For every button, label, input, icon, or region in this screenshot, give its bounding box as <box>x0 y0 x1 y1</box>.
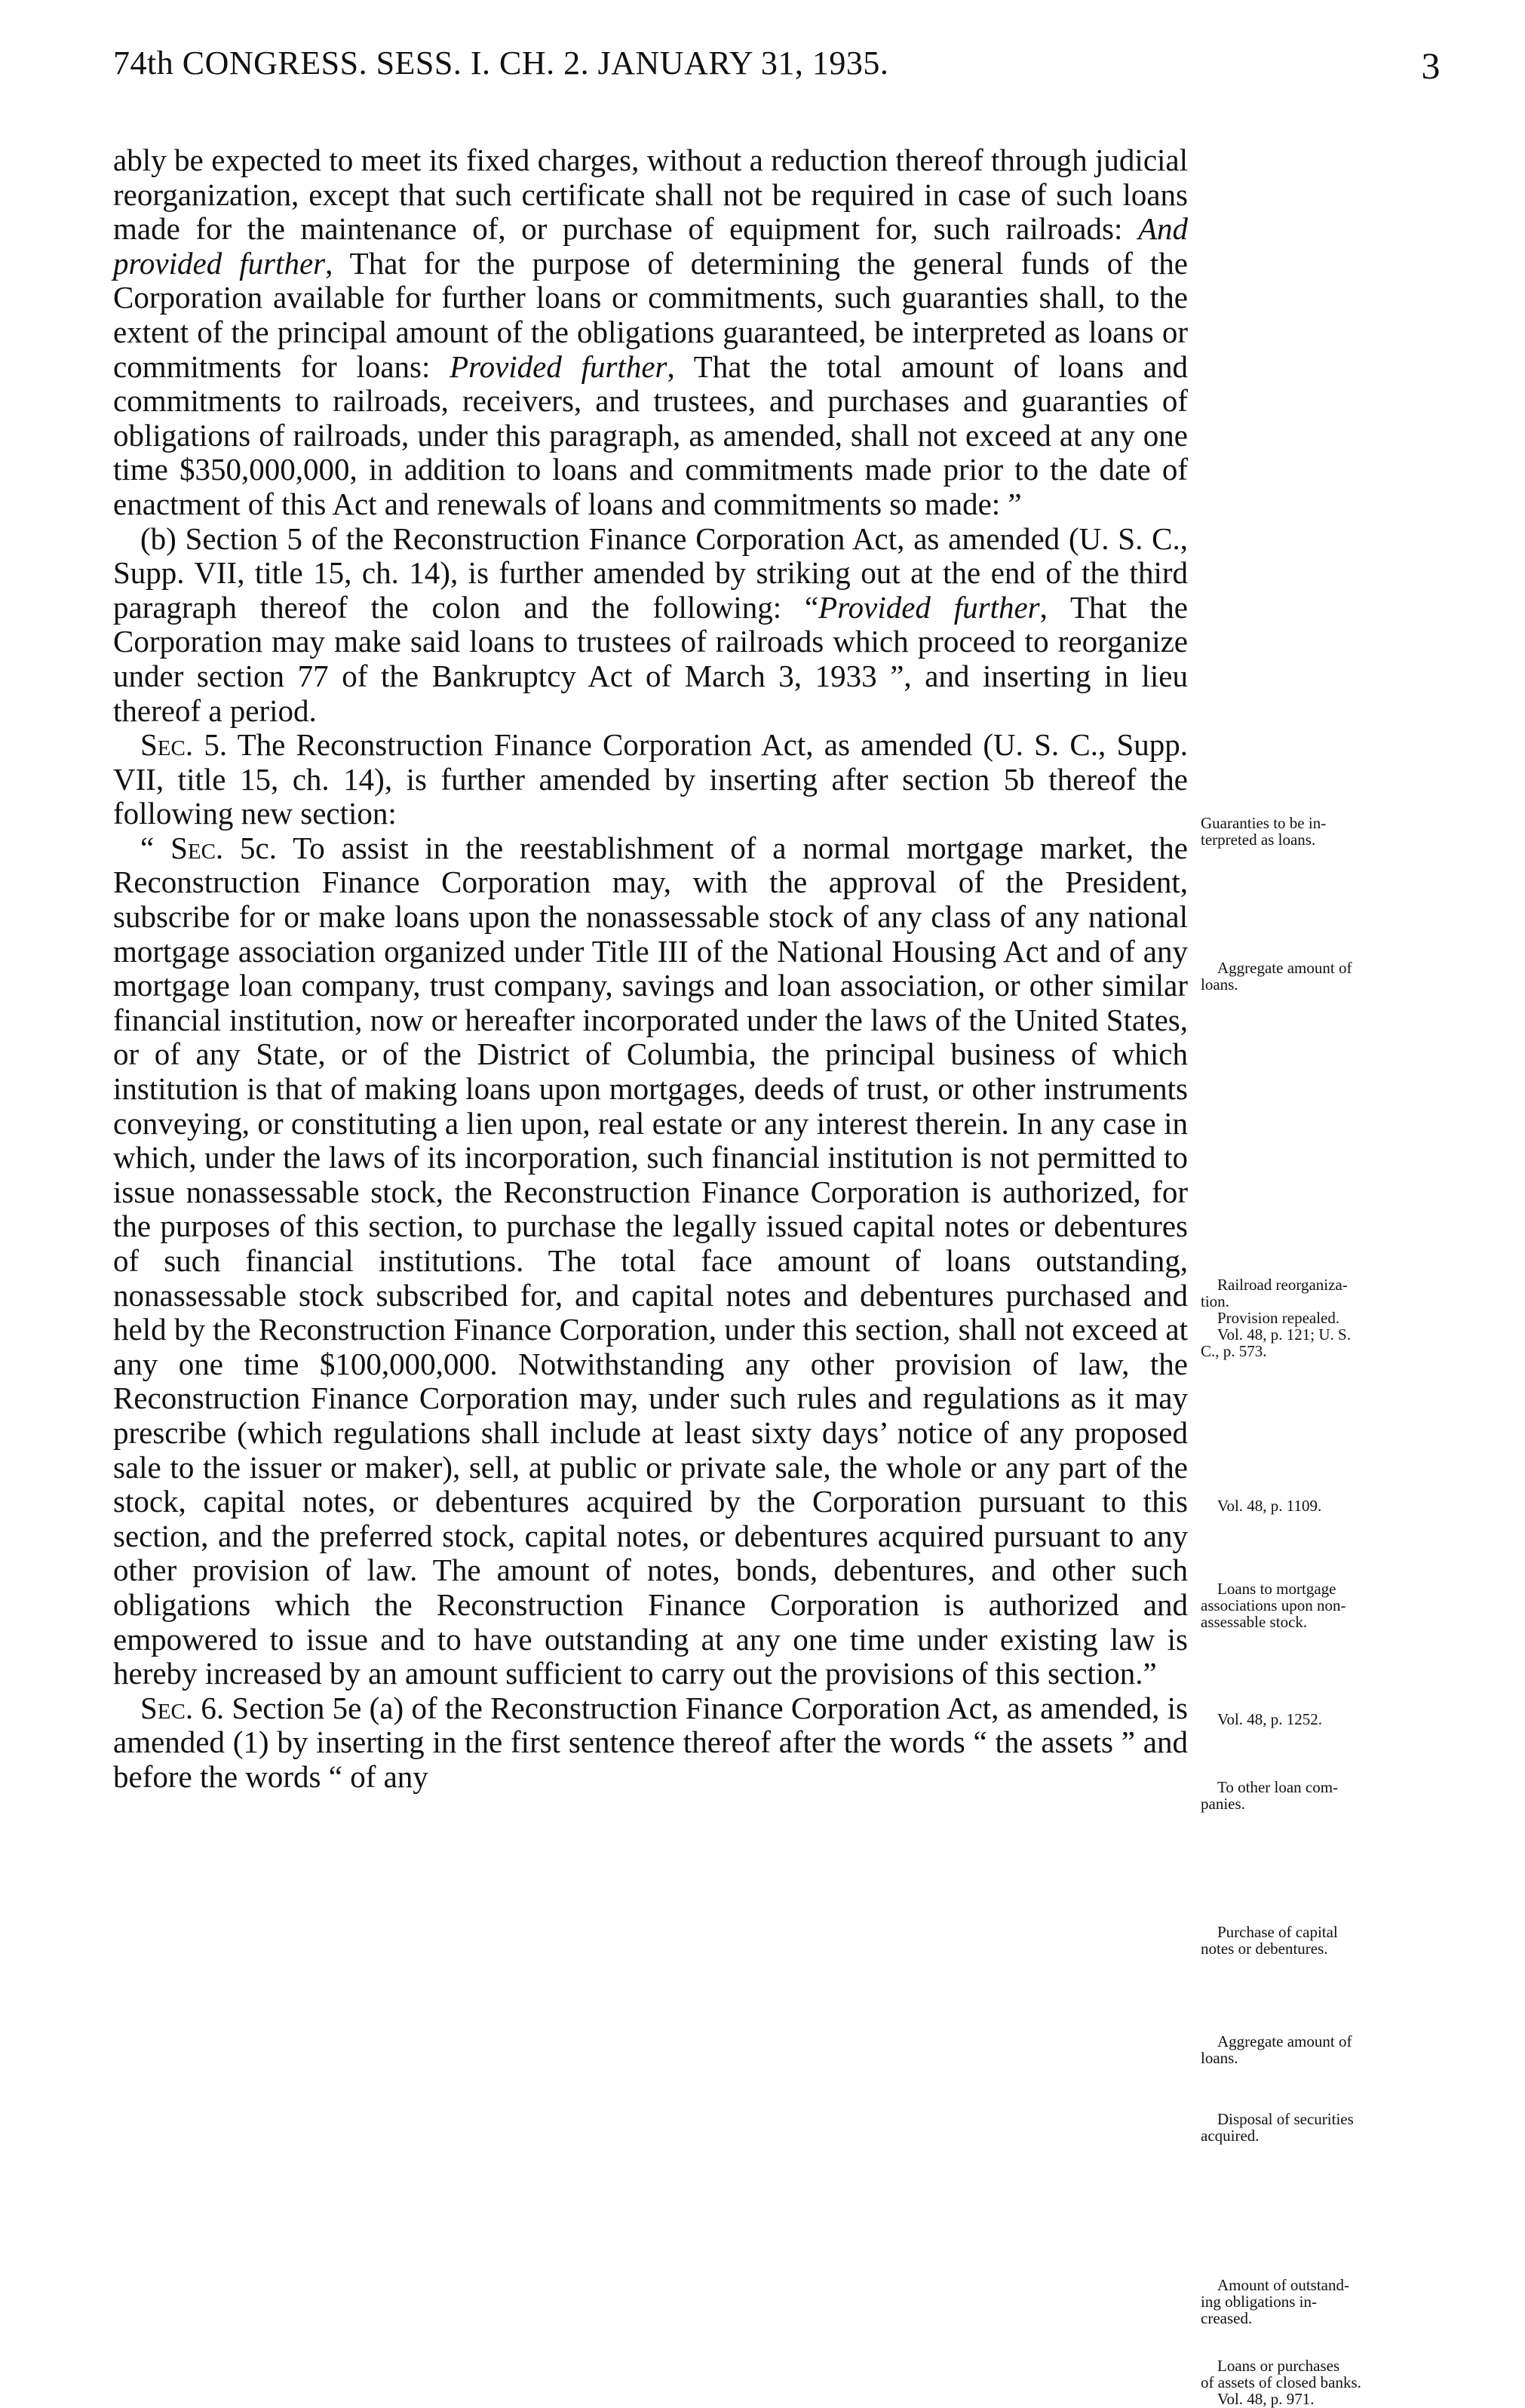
section-6 <box>113 1691 1188 1795</box>
margin-note <box>1201 1276 1450 1359</box>
margin-note-line: Aggregate amount of <box>1217 959 1352 977</box>
italic-proviso: Provided further <box>450 349 667 384</box>
margin-note-line: associations upon non- <box>1201 1596 1346 1614</box>
margin-note-line: Loans to mortgage <box>1217 1580 1336 1598</box>
margin-note-line: creased. <box>1201 2309 1253 2327</box>
text-run: 5c. To assist in the reestablishment of a normal mortgage market, the Reconstruction Finance Corporation may, with the approval of the President, subscribe for or make loans upon the nonassessable stock of any class of any national mortgage association organized under Title III of the National Housing Act and of any mortgage loan company, trust company, savings and loan association, or other similar financial institution, now or hereafter incorporated under the laws of the United States, or of any State, or of the District of Columbia, the principal business of which institution is that of making loans upon mortgages, deeds of trust, or other instruments conveying, or constituting a lien upon, real estate or any interest therein. In any case in which, under the laws of its incorporation, such financial institution is not permitted to issue nonassessable stock, the Reconstruction Finance Corporation is authorized, for the purposes of this section, to purchase the legally issued capital notes or debentures of such financial institutions. The total face amount of loans outstanding, nonassessable stock subscribed for, and capital notes and debentures purchased and held by the Reconstruction Finance Corporation, under this section, shall not exceed at any one time $100,000,000. Notwithstanding any other provision of law, the Reconstruction Finance Corporation may, under such rules and regulations as it may prescribe (which regulations shall include at least sixty days’ notice of any proposed sale to the issuer or maker), sell, at public or private sale, the whole or any part of the stock, capital notes, or debentures acquired by the Corporation pursuant to this section, and the preferred stock, capital notes, or debentures acquired pursuant to any other provision of law. The amount of notes, bonds, debentures, and other such obligations which the Reconstruction Finance Corporation is authorized and empowered to issue and to have outstanding at any one time under existing law is hereby increased by an amount sufficient to carry out the provisions of this section.” <box>113 830 1188 1691</box>
margin-note <box>1201 1924 1450 1957</box>
margin-note-line: Railroad reorganiza- <box>1217 1276 1348 1294</box>
margin-note-line: terpreted as loans. <box>1201 831 1316 849</box>
margin-note-line: loans. <box>1201 975 1238 994</box>
margin-note <box>1201 815 1450 848</box>
margin-note-line: Aggregate amount of <box>1217 2032 1352 2050</box>
margin-note-line: loans. <box>1201 2049 1238 2067</box>
paragraph-continuation <box>113 143 1188 522</box>
margin-note-line: of assets of closed banks. <box>1201 2373 1361 2391</box>
statute-body-text <box>113 143 1188 1795</box>
margin-note <box>1201 2277 1450 2327</box>
page-number: 3 <box>1421 45 1441 87</box>
margin-note-line: acquired. <box>1201 2127 1260 2145</box>
margin-note-line: tion. <box>1201 1292 1229 1310</box>
margin-note-line: Disposal of securities <box>1217 2110 1354 2128</box>
section-5c <box>113 831 1188 1691</box>
margin-note <box>1201 1779 1450 1812</box>
margin-note-line: Loans or purchases <box>1217 2357 1340 2375</box>
italic-proviso: And provided further <box>113 211 1188 281</box>
margin-note <box>1201 960 1450 993</box>
page-header <box>113 44 1441 104</box>
section-label: Sec. <box>140 727 194 763</box>
margin-note-line: assessable stock. <box>1201 1613 1308 1631</box>
running-head: 74th CONGRESS. SESS. I. CH. 2. JANUARY 31, 1935. <box>113 45 889 81</box>
margin-note <box>1201 2111 1450 2144</box>
margin-note-line: C., p. 573. <box>1201 1342 1267 1360</box>
text-run: , That the total amount of loans and commitments to railroads, receivers, and trustees, and purchases and guaranties of obligations of railroads, under this paragraph, as amended, shall not exceed at any one time $350,000,000, in addition to loans and commitments made prior to the date of enactment of this Act and renewals of loans and commitments so made: ” <box>113 349 1188 521</box>
margin-note-line: ing obligations in- <box>1201 2293 1317 2311</box>
section-label: Sec. <box>170 830 224 865</box>
margin-note-line: panies. <box>1201 1795 1245 1813</box>
margin-note-line: Vol. 48, p. 971. <box>1217 2390 1315 2408</box>
section-label: Sec. <box>140 1690 194 1725</box>
margin-note <box>1201 2357 1450 2407</box>
text-run: , That the Corporation may make said loans to trustees of railroads which proceed to reorganize under section 77 of the Bankruptcy Act of March 3, 1933 ”, and inserting in lieu thereof a period. <box>113 589 1188 728</box>
margin-note-line: To other loan com- <box>1217 1778 1339 1796</box>
open-quote: “ <box>140 830 171 865</box>
text-run: , That for the purpose of determining the general funds of the Corporation available for further loans or commitments, such guaranties shall, to the extent of the principal amount of the obligations guaranteed, be interpreted as loans or commitments for loans: <box>113 245 1188 384</box>
margin-note-line: Guaranties to be in- <box>1201 814 1327 832</box>
margin-note-line: Vol. 48, p. 1252. <box>1217 1710 1323 1728</box>
margin-note-line: Vol. 48, p. 121; U. S. <box>1217 1325 1351 1344</box>
margin-note-line: Purchase of capital <box>1217 1923 1338 1941</box>
margin-note-line: Provision repealed. <box>1217 1309 1340 1327</box>
margin-note <box>1201 1580 1450 1630</box>
text-run: 6. Section 5e (a) of the Reconstruction Finance Corporation Act, as amended, is amended (1) by inserting in the first sentence thereof after the words “ the assets ” and before the words “ of any <box>113 1690 1188 1794</box>
section-5 <box>113 728 1188 831</box>
italic-proviso: Provided further <box>818 589 1040 625</box>
margin-note-line: Vol. 48, p. 1109. <box>1217 1497 1322 1515</box>
text-run: 5. The Reconstruction Finance Corporation Act, as amended (U. S. C., Supp. VII, title 15, ch. 14), is further amended by inserting after section 5b thereof the following new section: <box>113 727 1188 831</box>
margin-note <box>1201 1711 1450 1728</box>
text-run: (b) Section 5 of the Reconstruction Finance Corporation Act, as amended (U. S. C., Supp. VII, title 15, ch. 14), is further amended by striking out at the end of the third paragraph thereof the colon and the following: “ <box>113 521 1188 625</box>
margin-note-line: notes or debentures. <box>1201 1940 1328 1958</box>
text-run: ably be expected to meet its fixed charges, without a reduction thereof through judicial reorganization, except that such certificate shall not be required in case of such loans made for the maintenance of, or purchase of equipment for, such railroads: <box>113 143 1188 247</box>
paragraph-b <box>113 522 1188 729</box>
margin-note <box>1201 2033 1450 2066</box>
margin-note <box>1201 1497 1450 1514</box>
margin-note-line: Amount of outstand- <box>1217 2276 1349 2294</box>
